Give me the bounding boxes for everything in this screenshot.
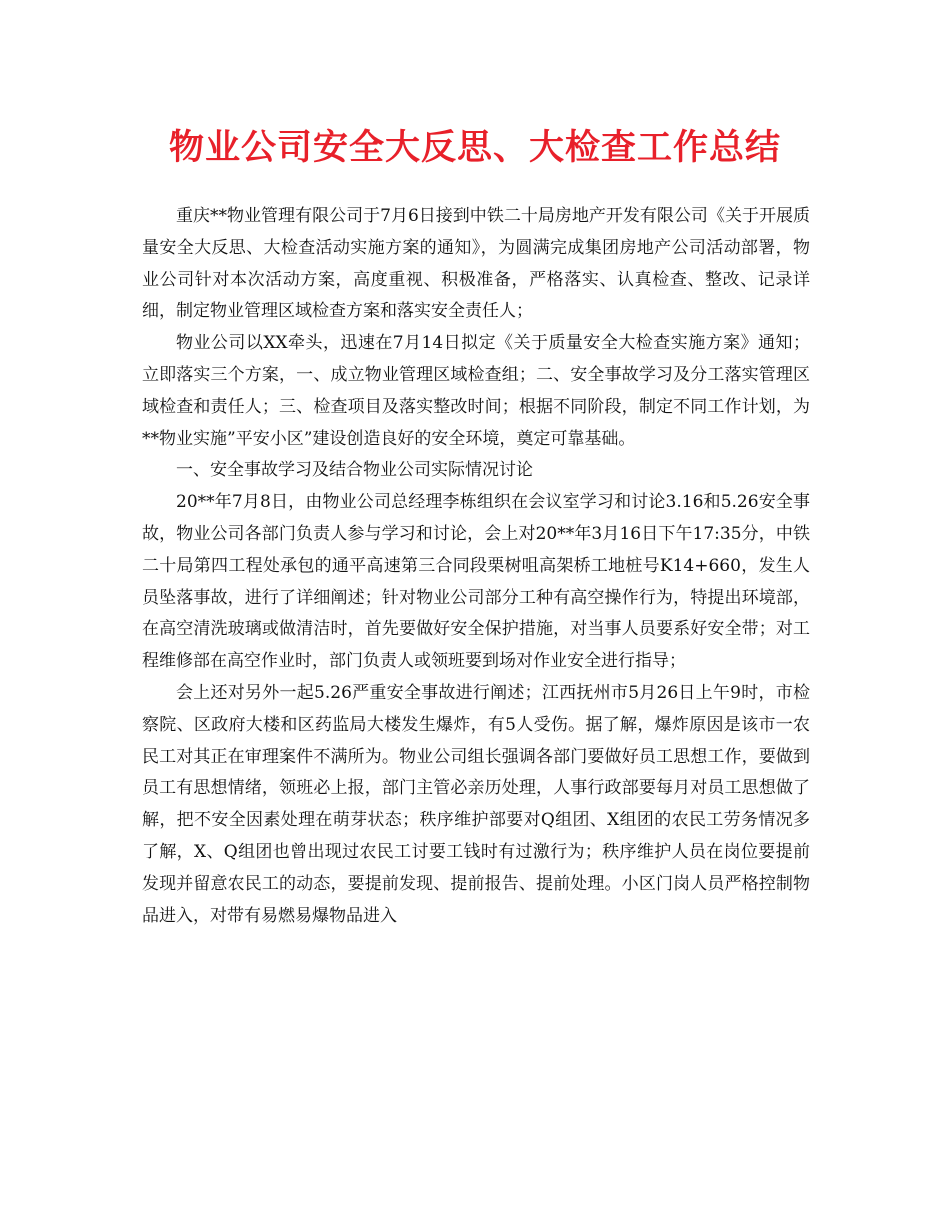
document-body xyxy=(142,201,810,932)
section-heading-1: 一、安全事故学习及结合物业公司实际情况讨论 xyxy=(176,460,533,481)
document-title: 物业公司安全大反思、大检查工作总结 xyxy=(168,127,781,168)
paragraph-plan: 物业公司以XX牵头，迅速在7月14日拟定《关于质量安全大检查实施方案》通知；立即落实三个方案，一、成立物业管理区域检查组；二、安全事故学习及分工落实管理区域检查和责任人；三、检查项目及落实整改时间；根据不同阶段，制定不同工作计划，为**物业实施”平安小区”建设创造良好的安全环境，奠定可靠基础。 xyxy=(142,333,810,449)
paragraph-intro: 重庆**物业管理有限公司于7月6日接到中铁二十局房地产开发有限公司《关于开展质量安全大反思、大检查活动实施方案的通知》，为圆满完成集团房地产公司活动部署，物业公司针对本次活动方案，高度重视、积极准备，严格落实、认真检查、整改、记录详细，制定物业管理区域检查方案和落实安全责任人； xyxy=(142,206,810,322)
paragraph-incident: 会上还对另外一起5.26严重安全事故进行阐述；江西抚州市5月26日上午9时，市检察院、区政府大楼和区药监局大楼发生爆炸，有5人受伤。据了解，爆炸原因是该市一农民工对其正在审理案件不满所为。物业公司组长强调各部门要做好员工思想工作，要做到员工有思想情绪，领班必上报，部门主管必亲历处理，人事行政部要每月对员工思想做了解，把不安全因素处理在萌芽状态；秩序维护部要对Q组团、X组团的农民工劳务情况多了解，X、Q组团也曾出现过农民工讨要工钱时有过激行为；秩序维护人员在岗位要提前发现并留意农民工的动态，要提前发现、提前报告、提前处理。小区门岗人员严格控制物品进入，对带有易燃易爆物品进入 xyxy=(142,682,810,926)
paragraph-meeting: 20**年7月8日，由物业公司总经理李栋组织在会议室学习和讨论3.16和5.26安全事故，物业公司各部门负责人参与学习和讨论，会上对20**年3月16日下午17:35分，中铁二十局第四工程处承包的通平高速第三合同段栗树咀高架桥工地桩号K14+660，发生人员坠落事故，进行了详细阐述；针对物业公司部分工种有高空操作行为，特提出环境部，在高空清洗玻璃或做清洁时，首先要做好安全保护措施，对当事人员要系好安全带；对工程维修部在高空作业时，部门负责人或领班要到场对作业安全进行指导； xyxy=(142,492,810,672)
